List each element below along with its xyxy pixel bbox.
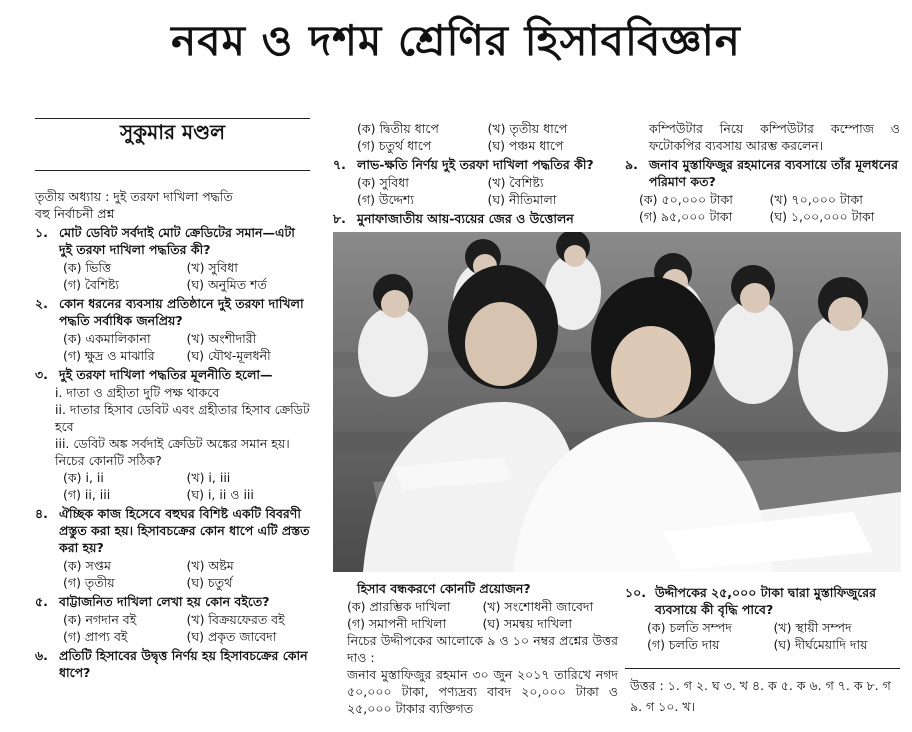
option: (খ) অংশীদারী — [186, 331, 257, 346]
exam-hall-photo — [333, 232, 901, 572]
question-1 — [35, 224, 310, 258]
option: (গ) চতুর্থ ধাপে — [357, 138, 432, 153]
option: (খ) বিক্রয়ফেরত বই — [186, 612, 285, 627]
question-text: লাভ-ক্ষতি নির্ণয় দুই তরফা দাখিলা পদ্ধতির কী? — [357, 157, 594, 172]
column-1 — [35, 120, 310, 145]
option: (ক) i, ii — [63, 470, 104, 485]
option: (গ) সমাপনী দাখিলা — [347, 616, 447, 631]
question-text: দুই তরফা দাখিলা পদ্ধতির মূলনীতি হলো— — [59, 367, 273, 382]
section-heading: বহু নির্বাচনী প্রশ্ন — [35, 206, 115, 221]
question-prompt: নিচের কোনটি সঠিক? — [55, 453, 162, 468]
question-number: ৪. — [35, 506, 48, 521]
option: (গ) বৈশিষ্ট্য — [63, 277, 120, 292]
option: (খ) বৈশিষ্ট্য — [487, 175, 544, 190]
question-number: ২. — [35, 296, 48, 311]
author-name: সুকুমার মণ্ডল — [119, 120, 226, 144]
statement-1: i. দাতা ও গ্রহীতা দুটি পক্ষ থাকবে — [55, 385, 220, 400]
option: (ক) চলতি সম্পদ — [647, 620, 732, 635]
question-text: ঐচ্ছিক কাজ হিসেবে বহুঘর বিশিষ্ট একটি বিবরণী প্রস্তুত করা হয়। হিসাবচক্রের কোন ধাপে এটি প্রস্তত করা হয়? — [59, 506, 310, 555]
options-9 — [625, 191, 900, 225]
option: (ক) ভিত্তি — [63, 260, 111, 275]
options-7 — [333, 174, 618, 208]
option: (ঘ) অনুমিত শর্ত — [186, 277, 267, 292]
option: (ঘ) চতুর্থ — [186, 575, 233, 590]
question-text: মোট ডেবিট সর্বদাই মোট ক্রেডিটের সমান—এটা দুই তরফা দাখিলা পদ্ধতির কী? — [59, 225, 295, 257]
option: (গ) তৃতীয় — [63, 575, 115, 590]
option: (খ) তৃতীয় ধাপে — [487, 121, 568, 136]
option: (খ) অষ্টম — [186, 558, 234, 573]
statement-3: iii. ডেবিট অঙ্ক সর্বদাই ক্রেডিট অঙ্কের সমান হয়। — [55, 436, 290, 451]
column-1-body — [35, 188, 310, 682]
column-3-top — [625, 120, 900, 225]
question-text: প্রতিটি হিসাবের উদ্বৃত্ত নির্ণয় হয় হিসাবচক্রের কোন ধাপে? — [59, 648, 308, 680]
answers-rule — [625, 668, 900, 669]
answer-key: উত্তর : ১. গ ২. ঘ ৩. খ ৪. ক ৫. ক ৬. গ ৭. ক ৮. গ ৯. গ ১০. খ। — [630, 678, 891, 714]
question-7 — [333, 156, 618, 173]
stem-intro: নিচের উদ্দীপকের আলোকে ৯ ও ১০ নম্বর প্রশ্নের উত্তর দাও : — [347, 633, 618, 665]
question-number: ৩. — [35, 367, 48, 382]
chapter-heading: তৃতীয় অধ্যায় : দুই তরফা দাখিলা পদ্ধতি — [35, 189, 233, 204]
question-5 — [35, 593, 310, 610]
question-number: ৬. — [35, 648, 48, 663]
option: (ঘ) দীর্ঘমেয়াদি দায় — [773, 637, 868, 652]
question-number: ৮. — [333, 211, 346, 226]
question-number: ১. — [35, 225, 48, 240]
question-8-continuation: হিসাব বন্ধকরণে কোনটি প্রয়োজন? — [357, 581, 531, 596]
question-text: উদ্দীপকের ২৫,০০০ টাকা দ্বারা মুস্তাফিজুরের ব্যবসায়ে কী বৃদ্ধি পাবে? — [655, 585, 877, 617]
options-4 — [35, 557, 310, 591]
option: (ক) প্রারম্ভিক দাখিলা — [347, 599, 451, 614]
author-rule-bottom — [35, 170, 310, 171]
stem-continuation: কম্পিউটার নিয়ে কম্পিউটার কম্পোজ ও ফটোকপির ব্যবসায় আরম্ভ করলেন। — [649, 121, 900, 153]
question-number: ১০. — [625, 585, 646, 600]
option: (ক) একমালিকানা — [63, 331, 151, 346]
option: (খ) স্থায়ী সম্পদ — [773, 620, 852, 635]
page-title: নবম ও দশম শ্রেণির হিসাববিজ্ঞান — [171, 16, 741, 65]
question-number: ৯. — [625, 157, 638, 172]
option: (ক) সপ্তম — [63, 558, 111, 573]
option: (ঘ) ১,০০,০০০ টাকা — [769, 209, 875, 224]
stem-paragraph: জনাব মুস্তাফিজুর রহমান ৩০ জুন ২০১৭ তারিখে নগদ ৫০,০০০ টাকা, পণ্যদ্রব্য বাবদ ২০,০০০ টাকা ও ২৫,০০০ টাকার ব্যক্তিগত — [347, 667, 618, 716]
option: (খ) i, iii — [186, 470, 231, 485]
options-2 — [35, 330, 310, 364]
options-10 — [625, 619, 900, 653]
question-3 — [35, 366, 310, 383]
options-1 — [35, 259, 310, 293]
question-text: মুনাফাজাতীয় আয়-ব্যয়ের জের ও উত্তোলন — [357, 211, 574, 226]
question-2 — [35, 295, 310, 329]
option: (গ) চলতি দায় — [647, 637, 720, 652]
question-6 — [35, 647, 310, 681]
question-4 — [35, 505, 310, 556]
question-number: ৭. — [333, 157, 346, 172]
option: (গ) উদ্দেশ্য — [357, 192, 414, 207]
option: (খ) ৭০,০০০ টাকা — [769, 192, 863, 207]
column-3-bottom — [625, 582, 900, 653]
exam-hall-photo-illustration — [333, 232, 901, 572]
question-10 — [625, 584, 900, 618]
question-text: বাট্টাজনিত দাখিলা লেখা হয় কোন বইতে? — [59, 594, 270, 609]
question-9 — [625, 156, 900, 190]
option: (গ) ii, iii — [63, 487, 111, 502]
question-text: কোন ধরনের ব্যবসায় প্রতিষ্ঠানে দুই তরফা দাখিলা পদ্ধতি সর্বাধিক জনপ্রিয়? — [59, 296, 304, 328]
options-3 — [35, 469, 310, 503]
option: (ক) সুবিধা — [357, 175, 409, 190]
option: (গ) ক্ষুদ্র ও মাঝারি — [63, 348, 155, 363]
option: (ক) নগদান বই — [63, 612, 137, 627]
option: (গ) ৯৫,০০০ টাকা — [639, 209, 733, 224]
option: (ক) দ্বিতীয় ধাপে — [357, 121, 439, 136]
author-rule-top — [35, 118, 310, 119]
option: (ঘ) সমন্বয় দাখিলা — [482, 616, 573, 631]
option: (ক) ৫০,০০০ টাকা — [639, 192, 733, 207]
option: (ঘ) প্রকৃত জাবেদা — [186, 629, 277, 644]
question-8 — [333, 210, 618, 227]
statement-2: ii. দাতার হিসাব ডেবিট এবং গ্রহীতার হিসাব ক্রেডিট হবে — [55, 402, 310, 434]
options-8 — [333, 598, 618, 632]
option: (ঘ) নীতিমালা — [487, 192, 557, 207]
option: (গ) প্রাপ্য বই — [63, 629, 128, 644]
option: (ঘ) পঞ্চম ধাপে — [487, 138, 564, 153]
option: (খ) সুবিধা — [186, 260, 238, 275]
option: (খ) সংশোধনী জাবেদা — [482, 599, 594, 614]
question-text: জনাব মুস্তাফিজুর রহমানের ব্যবসায়ে তাঁর মূলধনের পরিমাণ কত? — [649, 157, 898, 189]
column-2-top — [333, 120, 618, 228]
options-5 — [35, 611, 310, 645]
option: (ঘ) যৌথ-মূলধনী — [186, 348, 271, 363]
options-6 — [333, 120, 618, 154]
option: (ঘ) i, ii ও iii — [186, 487, 254, 502]
column-2-bottom — [333, 578, 618, 717]
question-number: ৫. — [35, 594, 48, 609]
